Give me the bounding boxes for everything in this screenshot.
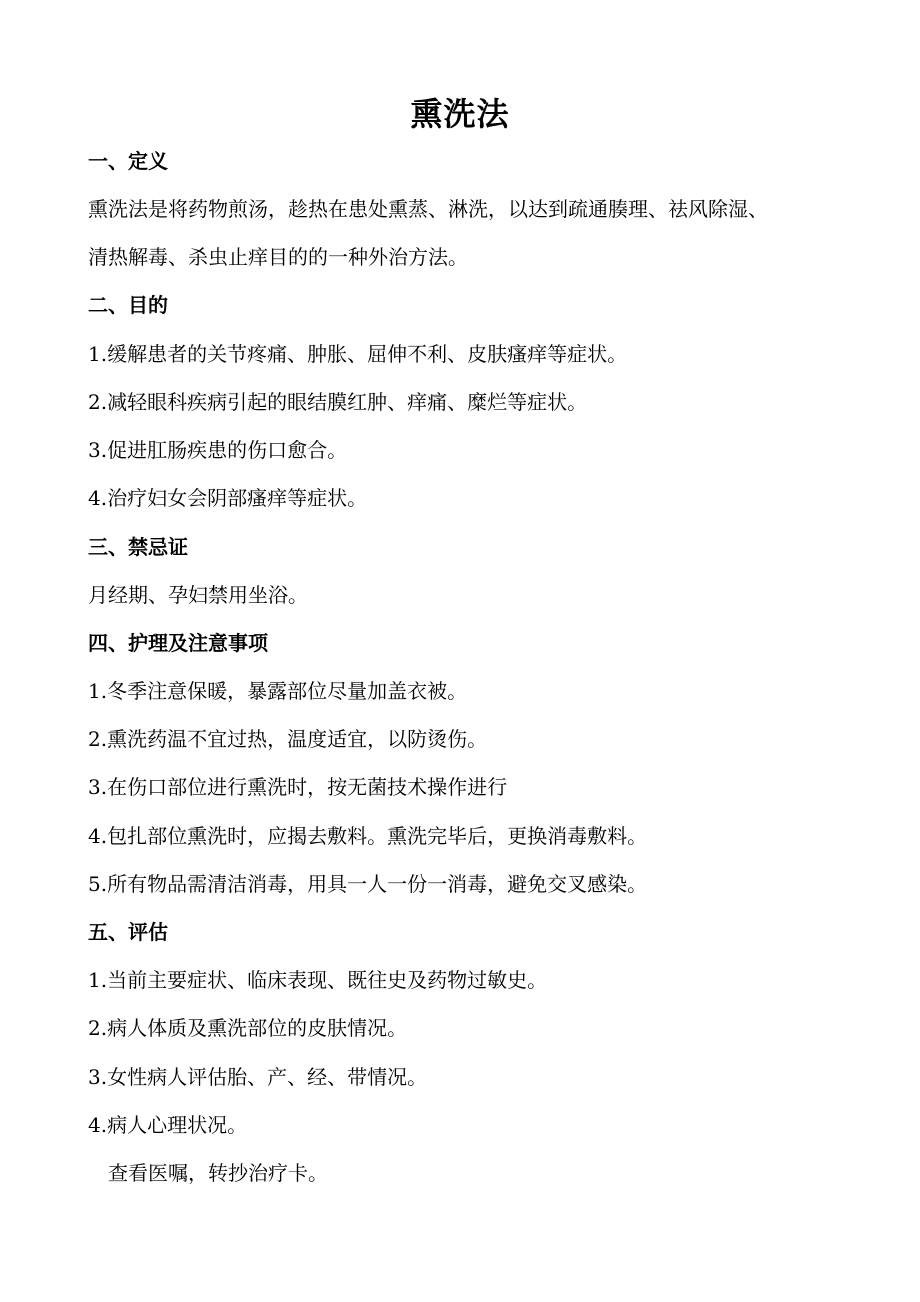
paragraph-line: 查看医嘱，转抄治疗卡。 — [108, 1161, 328, 1185]
section-heading-purpose: 二、目的 — [88, 293, 168, 317]
list-item: 2.减轻眼科疾病引起的眼结膜红肿、痒痛、糜烂等症状。 — [88, 390, 588, 414]
list-item: 3.促进肛肠疾患的伤口愈合。 — [88, 438, 348, 462]
page-title: 熏洗法 — [410, 95, 510, 133]
list-item: 4.病人心理状况。 — [88, 1113, 248, 1137]
list-item: 2.熏洗药温不宜过热，温度适宜，以防烫伤。 — [88, 727, 488, 751]
list-item: 1.缓解患者的关节疼痛、肿胀、屈伸不利、皮肤瘙痒等症状。 — [88, 342, 628, 366]
section-heading-contraindications: 三、禁忌证 — [88, 535, 188, 559]
list-item: 3.在伤口部位进行熏洗时，按无菌技术操作进行 — [88, 775, 508, 799]
list-item: 1.冬季注意保暖，暴露部位尽量加盖衣被。 — [88, 679, 468, 703]
paragraph-line: 清热解毒、杀虫止痒目的的一种外治方法。 — [88, 245, 468, 269]
section-heading-nursing-precautions: 四、护理及注意事项 — [88, 631, 268, 655]
list-item: 2.病人体质及熏洗部位的皮肤情况。 — [88, 1016, 408, 1040]
section-heading-definition: 一、定义 — [88, 149, 168, 173]
paragraph-line: 月经期、孕妇禁用坐浴。 — [88, 583, 308, 607]
list-item: 1.当前主要症状、临床表现、既往史及药物过敏史。 — [88, 968, 548, 992]
list-item: 4.治疗妇女会阴部瘙痒等症状。 — [88, 486, 368, 510]
section-heading-assessment: 五、评估 — [88, 920, 168, 944]
list-item: 3.女性病人评估胎、产、经、带情况。 — [88, 1065, 428, 1089]
list-item: 4.包扎部位熏洗时，应揭去敷料。熏洗完毕后，更换消毒敷料。 — [88, 824, 648, 848]
list-item: 5.所有物品需清洁消毒，用具一人一份一消毒，避免交叉感染。 — [88, 872, 648, 896]
paragraph-line: 熏洗法是将药物煎汤，趁热在患处熏蒸、淋洗，以达到疏通腠理、祛风除湿、 — [88, 197, 768, 221]
